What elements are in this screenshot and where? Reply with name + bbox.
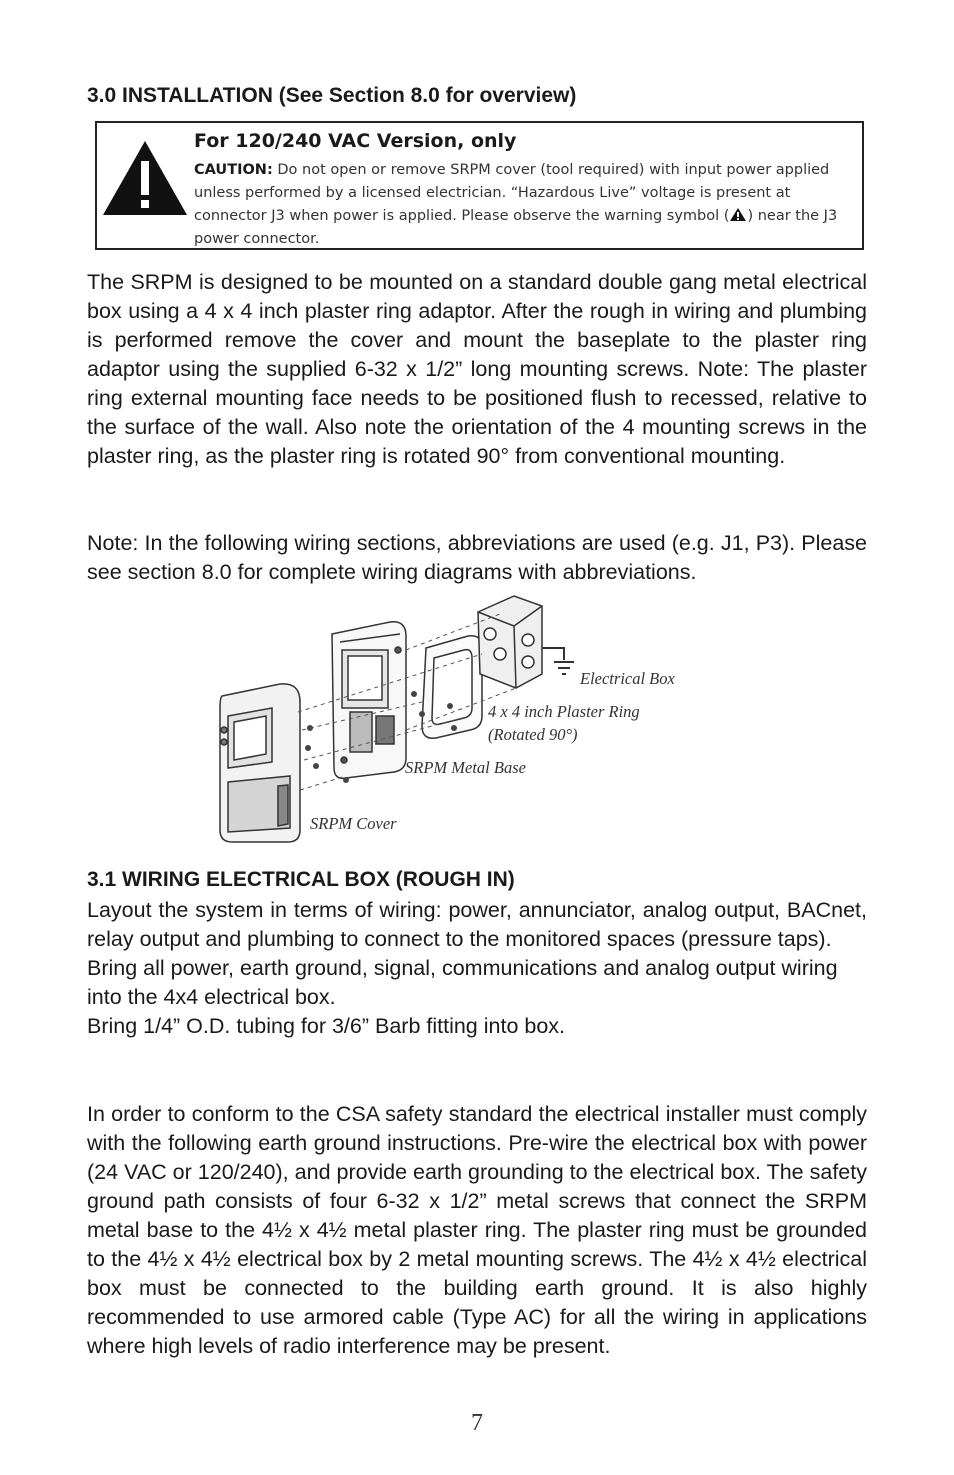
- srpm-metal-base-shape: [332, 622, 406, 779]
- caution-text-part-2: ) near the J3 power connector.: [194, 208, 838, 247]
- label-electrical-box: Electrical Box: [580, 669, 675, 688]
- page-number: 7: [471, 1410, 483, 1436]
- wiring-instruction-tubing: Bring 1/4” O.D. tubing for 3/6” Barb fitting into box.: [87, 1014, 566, 1038]
- paragraph-csa-grounding: In order to conform to the CSA safety standard the electrical installer must comply with the following earth ground instructions. Pre-wire the electrical box with power (24 VAC or 120/240), and provide earth grounding to the electrical box. The safety ground path consists of four 6-32 x 1/2” metal screws that connect the SRPM metal base to the 4½ x 4½ metal plaster ring. The plaster ring must be grounded to the 4½ x 4½ electrical box by 2 metal mounting screws. The 4½ x 4½ electrical box must be connected to the building earth ground. It is also highly recommended to use armored cable (Type AC) for all the wiring in applications where high levels of radio interference may be present.: [87, 1102, 867, 1358]
- section-heading: 3.0 INSTALLATION (See Section 8.0 for overview): [87, 84, 577, 107]
- wiring-instructions: [87, 896, 867, 1041]
- electrical-box-shape: [478, 596, 542, 688]
- srpm-cover-shape: [220, 684, 300, 842]
- wiring-instruction-layout: Layout the system in terms of wiring: power, annunciator, analog output, BACnet, relay output and plumbing to connect to the monitored spaces (pressure taps).: [87, 898, 867, 951]
- paragraph-mounting: The SRPM is designed to be mounted on a standard double gang metal electrical box using a 4 x 4 inch plaster ring adaptor. After the rough in wiring and plumbing is performed remove the cover and mount the baseplate to the plaster ring adaptor using the supplied 6-32 x 1/2” long mounting screws. Note: The plaster ring external mounting face needs to be positioned flush to recessed, relative to the surface of the wall. Also note the orientation of the 4 mounting screws in the plaster ring, as the plaster ring is rotated 90° from conventional mounting.: [87, 270, 867, 468]
- caution-box: [95, 121, 864, 250]
- ground-symbol: [542, 648, 574, 674]
- caution-text: [194, 159, 859, 251]
- label-plaster-ring-rotation: (Rotated 90°): [488, 725, 578, 744]
- subsection-heading: 3.1 WIRING ELECTRICAL BOX (ROUGH IN): [87, 868, 515, 891]
- plaster-ring-shape: [422, 636, 482, 739]
- label-srpm-cover: SRPM Cover: [310, 814, 397, 833]
- paragraph-abbreviations-note: Note: In the following wiring sections, abbreviations are used (e.g. J1, P3). Please see section 8.0 for complete wiring diagrams with abbreviations.: [87, 531, 867, 584]
- wiring-instruction-power: Bring all power, earth ground, signal, communications and analog output wiring into the 4x4 electrical box.: [87, 956, 838, 1009]
- exploded-mounting-diagram: [200, 590, 720, 852]
- caution-label: CAUTION:: [194, 162, 273, 178]
- warning-icon: [101, 139, 189, 217]
- diagram-drawing: [200, 590, 720, 852]
- label-metal-base: SRPM Metal Base: [405, 758, 526, 777]
- label-plaster-ring: 4 x 4 inch Plaster Ring: [488, 702, 640, 721]
- inline-warning-icon: [729, 207, 747, 222]
- caution-title: For 120/240 VAC Version, only: [194, 130, 517, 152]
- caution-text-part-1: Do not open or remove SRPM cover (tool required) with input power applied unless performed by a licensed electrician. “Hazardous Live” voltage is present at connector J3 when power is applied. Please observe the warning symbol (: [194, 162, 830, 224]
